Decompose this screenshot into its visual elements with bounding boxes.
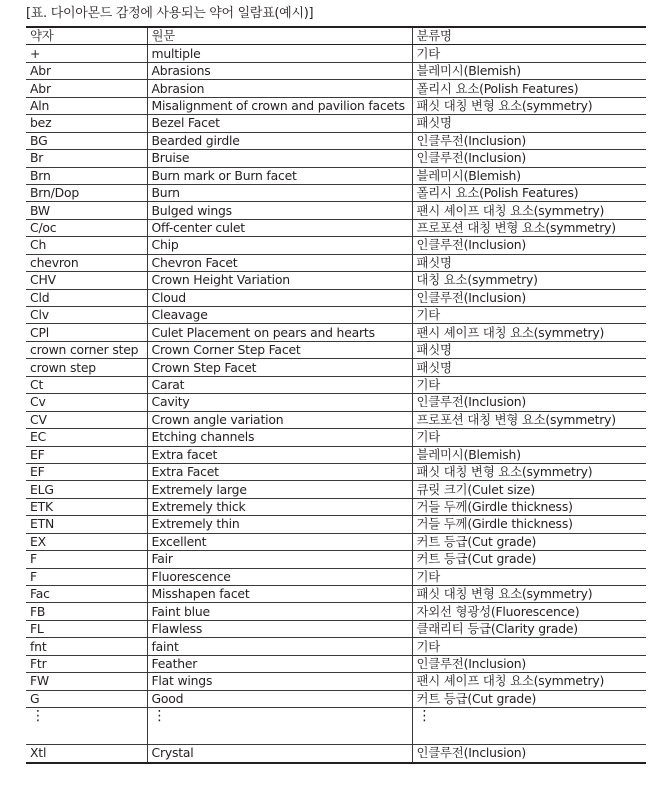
cell-original-text: Etching channels — [147, 429, 412, 446]
cell-category: 프로포션 대칭 변형 요소(symmetry) — [412, 411, 646, 428]
cell-original-text: Fair — [147, 551, 412, 568]
header-abbreviation: 약자 — [26, 27, 147, 45]
cell-original-text: Crystal — [147, 745, 412, 763]
table-row — [26, 341, 646, 358]
cell-abbreviation: Clv — [26, 307, 147, 324]
table-header-row — [26, 27, 646, 45]
vertical-ellipsis-icon: ⋮ — [417, 708, 432, 725]
cell-abbreviation: ELG — [26, 481, 147, 498]
abbreviation-table — [26, 26, 646, 764]
header-category: 분류명 — [412, 27, 646, 45]
cell-original-text: Excellent — [147, 533, 412, 550]
cell-category: 패싯 대칭 변형 요소(symmetry) — [412, 586, 646, 603]
vertical-ellipsis-icon: ⋮ — [31, 708, 45, 725]
table-row — [26, 551, 646, 568]
cell-category: 커트 등급(Cut grade) — [412, 551, 646, 568]
table-row — [26, 184, 646, 201]
cell-abbreviation: Abr — [26, 62, 147, 79]
cell-abbreviation: Br — [26, 150, 147, 167]
table-row — [26, 516, 646, 533]
table-row — [26, 202, 646, 219]
cell-category: 기타 — [412, 568, 646, 585]
cell-abbreviation: Ch — [26, 237, 147, 254]
table-row — [26, 167, 646, 184]
table-row — [26, 324, 646, 341]
table-row — [26, 237, 646, 254]
cell-original-text: Crown Corner Step Facet — [147, 341, 412, 358]
table-caption: [표. 다이아몬드 감정에 사용되는 약어 일람표(예시)] — [26, 6, 314, 21]
cell-category: 패싯명 — [412, 341, 646, 358]
cell-original-text: Fluorescence — [147, 568, 412, 585]
cell-abbreviation: CPl — [26, 324, 147, 341]
cell-category: 패싯명 — [412, 115, 646, 132]
cell-abbreviation: Cld — [26, 289, 147, 306]
cell-original-text: Carat — [147, 376, 412, 393]
header-original-text: 원문 — [147, 27, 412, 45]
cell-category: 기타 — [412, 638, 646, 655]
cell-category: 자외선 형광성(Fluorescence) — [412, 603, 646, 620]
cell-category: 인클루전(Inclusion) — [412, 394, 646, 411]
cell-abbreviation: crown step — [26, 359, 147, 376]
cell-original-text: Bearded girdle — [147, 132, 412, 149]
cell-original-text: faint — [147, 638, 412, 655]
cell-category: 기타 — [412, 376, 646, 393]
cell-category: 폴리시 요소(Polish Features) — [412, 80, 646, 97]
cell-category: 패싯명 — [412, 359, 646, 376]
cell-original-text: Cloud — [147, 289, 412, 306]
table-row — [26, 359, 646, 376]
table-row — [26, 376, 646, 393]
cell-category: 블레미시(Blemish) — [412, 446, 646, 463]
table-row — [26, 655, 646, 672]
cell-original-text: Extremely thick — [147, 498, 412, 515]
cell-category: 패싯 대칭 변형 요소(symmetry) — [412, 97, 646, 114]
cell-category: 인클루전(Inclusion) — [412, 237, 646, 254]
cell-category: 프로포션 대칭 변형 요소(symmetry) — [412, 219, 646, 236]
cell-abbreviation: Abr — [26, 80, 147, 97]
cell-original-text: Misshapen facet — [147, 586, 412, 603]
cell-category: 커트 등급(Cut grade) — [412, 533, 646, 550]
table-row — [26, 132, 646, 149]
cell-original-text: Bezel Facet — [147, 115, 412, 132]
cell-category: 인클루전(Inclusion) — [412, 289, 646, 306]
cell-original-text: Crown angle variation — [147, 411, 412, 428]
table-row — [26, 115, 646, 132]
cell-original-text: Off-center culet — [147, 219, 412, 236]
table-row — [26, 638, 646, 655]
table-row — [26, 97, 646, 114]
cell-abbreviation: Cv — [26, 394, 147, 411]
cell-abbreviation: F — [26, 568, 147, 585]
table-row — [26, 620, 646, 637]
table-row — [26, 411, 646, 428]
cell-abbreviation: FL — [26, 620, 147, 637]
cell-original-text: Cleavage — [147, 307, 412, 324]
table-row — [26, 307, 646, 324]
cell-original-text: Cavity — [147, 394, 412, 411]
cell-original-text: Abrasions — [147, 62, 412, 79]
cell-abbreviation: Ftr — [26, 655, 147, 672]
cell-abbreviation: FB — [26, 603, 147, 620]
table-row — [26, 586, 646, 603]
cell-abbreviation: Brn/Dop — [26, 184, 147, 201]
cell-original-text: Chevron Facet — [147, 254, 412, 271]
cell-category: 인클루전(Inclusion) — [412, 150, 646, 167]
cell-abbreviation: F — [26, 551, 147, 568]
cell-category: 기타 — [412, 307, 646, 324]
cell-abbreviation: C/oc — [26, 219, 147, 236]
cell-original-text: Good — [147, 690, 412, 707]
cell-category: 인클루전(Inclusion) — [412, 132, 646, 149]
cell-abbreviation: EX — [26, 533, 147, 550]
cell-original-text: Extremely large — [147, 481, 412, 498]
table-row — [26, 568, 646, 585]
table-row — [26, 498, 646, 515]
cell-abbreviation: CV — [26, 411, 147, 428]
vertical-ellipsis-icon: ⋮ — [152, 708, 167, 725]
cell-original-text: Burn mark or Burn facet — [147, 167, 412, 184]
cell-original-text: Crown Step Facet — [147, 359, 412, 376]
cell-category: 팬시 셰이프 대칭 요소(symmetry) — [412, 324, 646, 341]
table-row — [26, 446, 646, 463]
cell-category: 인클루전(Inclusion) — [412, 655, 646, 672]
ellipsis-cell — [412, 708, 646, 745]
cell-abbreviation: bez — [26, 115, 147, 132]
table-row — [26, 45, 646, 62]
cell-category: 기타 — [412, 429, 646, 446]
table-row — [26, 481, 646, 498]
cell-original-text: Bulged wings — [147, 202, 412, 219]
ellipsis-cell — [147, 708, 412, 745]
table-row — [26, 690, 646, 707]
cell-category: 팬시 셰이프 대칭 요소(symmetry) — [412, 202, 646, 219]
table-row — [26, 463, 646, 480]
cell-abbreviation: Xtl — [26, 745, 147, 763]
cell-abbreviation: EF — [26, 446, 147, 463]
cell-original-text: Flat wings — [147, 673, 412, 690]
table-row — [26, 80, 646, 97]
table-row — [26, 150, 646, 167]
cell-original-text: Extremely thin — [147, 516, 412, 533]
table-row — [26, 254, 646, 271]
cell-abbreviation: + — [26, 45, 147, 62]
cell-abbreviation: EC — [26, 429, 147, 446]
ellipsis-row — [26, 708, 646, 745]
cell-abbreviation: Fac — [26, 586, 147, 603]
table-row — [26, 429, 646, 446]
cell-abbreviation: BG — [26, 132, 147, 149]
cell-abbreviation: Ct — [26, 376, 147, 393]
cell-original-text: Chip — [147, 237, 412, 254]
table-body — [26, 45, 646, 763]
cell-category: 팬시 셰이프 대칭 요소(symmetry) — [412, 673, 646, 690]
cell-original-text: Misalignment of crown and pavilion facets — [147, 97, 412, 114]
cell-abbreviation: ETK — [26, 498, 147, 515]
cell-category: 기타 — [412, 45, 646, 62]
cell-abbreviation: Brn — [26, 167, 147, 184]
cell-category: 큐릿 크기(Culet size) — [412, 481, 646, 498]
cell-category: 패싯 대칭 변형 요소(symmetry) — [412, 463, 646, 480]
cell-original-text: multiple — [147, 45, 412, 62]
table-row — [26, 62, 646, 79]
cell-category: 대칭 요소(symmetry) — [412, 272, 646, 289]
table-row — [26, 603, 646, 620]
cell-abbreviation: Aln — [26, 97, 147, 114]
cell-category: 블레미시(Blemish) — [412, 167, 646, 184]
table-row — [26, 289, 646, 306]
cell-category: 폴리시 요소(Polish Features) — [412, 184, 646, 201]
cell-category: 클래리티 등급(Clarity grade) — [412, 620, 646, 637]
cell-original-text: Crown Height Variation — [147, 272, 412, 289]
cell-abbreviation: chevron — [26, 254, 147, 271]
cell-category: 거들 두께(Girdle thickness) — [412, 516, 646, 533]
cell-abbreviation: crown corner step — [26, 341, 147, 358]
cell-original-text: Extra facet — [147, 446, 412, 463]
cell-original-text: Flawless — [147, 620, 412, 637]
cell-original-text: Bruise — [147, 150, 412, 167]
cell-abbreviation: ETN — [26, 516, 147, 533]
cell-original-text: Extra Facet — [147, 463, 412, 480]
cell-category: 패싯명 — [412, 254, 646, 271]
cell-abbreviation: fnt — [26, 638, 147, 655]
cell-category: 커트 등급(Cut grade) — [412, 690, 646, 707]
cell-original-text: Burn — [147, 184, 412, 201]
cell-category: 인클루전(Inclusion) — [412, 745, 646, 763]
table-row — [26, 533, 646, 550]
cell-original-text: Feather — [147, 655, 412, 672]
cell-original-text: Abrasion — [147, 80, 412, 97]
cell-abbreviation: EF — [26, 463, 147, 480]
ellipsis-cell — [26, 708, 147, 745]
cell-abbreviation: BW — [26, 202, 147, 219]
cell-abbreviation: CHV — [26, 272, 147, 289]
table-row — [26, 673, 646, 690]
cell-abbreviation: FW — [26, 673, 147, 690]
table-row — [26, 394, 646, 411]
table-row — [26, 745, 646, 763]
table-row — [26, 219, 646, 236]
cell-original-text: Culet Placement on pears and hearts — [147, 324, 412, 341]
cell-category: 블레미시(Blemish) — [412, 62, 646, 79]
cell-abbreviation: G — [26, 690, 147, 707]
cell-original-text: Faint blue — [147, 603, 412, 620]
cell-category: 거들 두께(Girdle thickness) — [412, 498, 646, 515]
table-row — [26, 272, 646, 289]
